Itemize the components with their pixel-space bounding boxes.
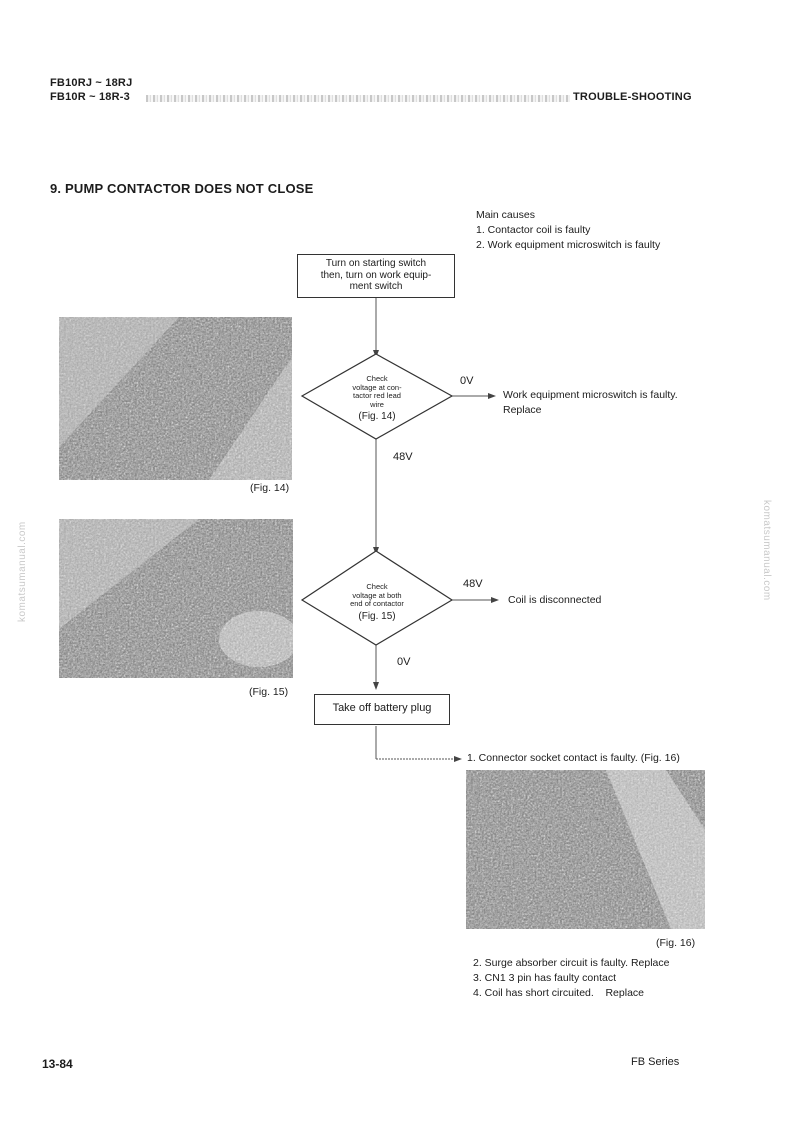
fig-14-caption: (Fig. 14) (250, 482, 290, 494)
cause-item: 3. CN1 3 pin has faulty contact (473, 972, 616, 984)
decision-1-fig-ref: (Fig. 14) (358, 411, 396, 422)
decision-1-line: voltage at con- (352, 382, 402, 392)
arrow-right-icon (491, 597, 499, 603)
result-line: Work equipment microswitch is faulty. (503, 389, 678, 401)
arrow-right-icon (488, 393, 496, 399)
action-box-label: Take off battery plug (332, 702, 432, 714)
decision-2-line: end of contactor (350, 599, 404, 608)
page-number: 13-84 (42, 1057, 73, 1071)
decision-1-no-label: 0V (460, 375, 474, 387)
decision-1-yes-label: 48V (393, 451, 413, 463)
action-process-box (314, 694, 450, 725)
header-model-line-2: FB10R ~ 18R-3 (50, 91, 130, 103)
cause-item: 2. Surge absorber circuit is faulty. Replace (473, 957, 670, 969)
photo-fig-15 (59, 519, 293, 678)
photo-fig-16-image (466, 770, 705, 929)
fig-16-caption: (Fig. 16) (656, 937, 696, 949)
main-causes-heading: Main causes (476, 209, 535, 221)
decision-1-line: wire (370, 399, 384, 409)
decision-2-text (330, 583, 424, 623)
watermark-right: komatsumanual.com (761, 500, 772, 601)
cause-item: 4. Coil has short circuited. Replace (473, 987, 644, 999)
start-box-line: ment switch (349, 281, 403, 292)
start-box-line: then, turn on work equip- (320, 269, 432, 281)
decision-1-text (330, 375, 424, 423)
watermark-left: komatsumanual.com (17, 521, 28, 622)
decision-2-yes-label: 0V (397, 656, 411, 668)
decision-1-line: Check (366, 374, 388, 383)
fig-15-caption: (Fig. 15) (249, 686, 289, 698)
other-causes-list (473, 956, 669, 1001)
footer-series: FB Series (631, 1056, 680, 1068)
final-result: 1. Connector socket contact is faulty. (Fig. 16) (467, 752, 680, 764)
decision-2-line: voltage at both (352, 590, 402, 600)
decision-1-line: tactor red lead (353, 391, 401, 400)
photo-fig-14 (59, 317, 292, 480)
start-process-box (297, 254, 455, 298)
decision-2-line: Check (366, 582, 388, 591)
start-box-line: Turn on starting switch (325, 258, 427, 269)
page-title: 9. PUMP CONTACTOR DOES NOT CLOSE (50, 181, 314, 196)
result-line: Replace (503, 404, 542, 416)
decision-1-result (503, 388, 678, 418)
header-section-name: TROUBLE-SHOOTING (573, 91, 692, 103)
photo-fig-14-image (59, 317, 292, 480)
main-cause-item: 1. Contactor coil is faulty (476, 224, 591, 236)
main-cause-item: 2. Work equipment microswitch is faulty (476, 239, 661, 251)
photo-fig-16 (466, 770, 705, 929)
decision-2-no-label: 48V (463, 578, 483, 590)
photo-fig-15-image (59, 519, 293, 678)
decision-2-fig-ref: (Fig. 15) (358, 610, 396, 622)
arrow-down-icon (373, 682, 379, 690)
arrow-right-icon (454, 756, 462, 762)
header-model-line-1: FB10RJ ~ 18RJ (50, 77, 133, 89)
decision-2-result: Coil is disconnected (508, 594, 602, 606)
